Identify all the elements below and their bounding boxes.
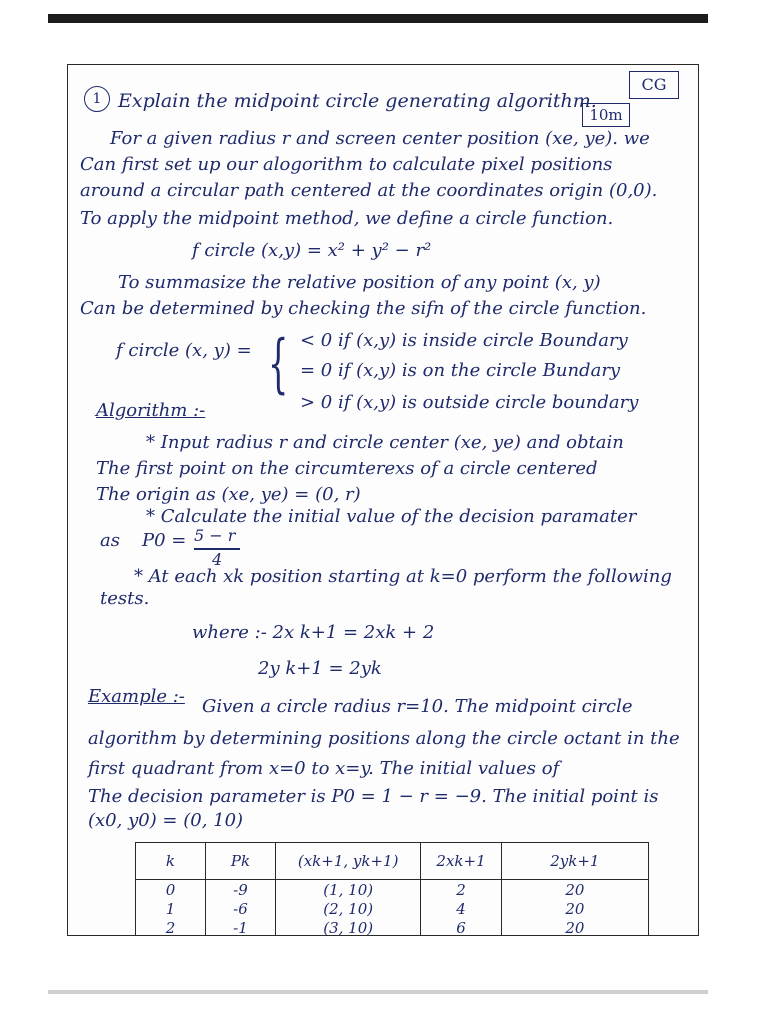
algorithm-step-1-line-1: * Input radius r and circle center (xe, ye) and obtain	[146, 432, 624, 453]
col-2y: 2yk+1	[501, 843, 648, 880]
intro-line-4: To apply the midpoint method, we define a circle function.	[80, 208, 614, 229]
intro-line-1: For a given radius r and screen center position (xe, ye). we	[110, 128, 650, 149]
example-heading: Example :-	[88, 686, 185, 707]
table-row	[136, 918, 649, 936]
intro-line-2: Can first set up our alogorithm to calculate pixel positions	[80, 154, 613, 175]
question-title: Explain the midpoint circle generating algorithm.	[118, 90, 597, 112]
cell-2y: 20	[501, 880, 648, 900]
update-equation-x: where :- 2x k+1 = 2xk + 2	[192, 622, 435, 643]
algorithm-step-2-prefix: as	[100, 530, 120, 551]
cell-2x: 6	[421, 918, 501, 936]
fraction-numerator: 5 − r	[194, 526, 236, 545]
question-number: 1	[84, 86, 110, 112]
iteration-table-wrap	[135, 842, 649, 936]
algorithm-step-3-line-1: * At each xk position starting at k=0 perform the following	[134, 566, 672, 587]
iteration-table	[135, 842, 649, 936]
cell-pk: -6	[205, 899, 275, 918]
case-on: = 0 if (x,y) is on the circle Bundary	[300, 360, 621, 381]
fraction-denominator: 4	[212, 550, 223, 569]
case-outside: > 0 if (x,y) is outside circle boundary	[300, 392, 639, 413]
algorithm-heading: Algorithm :-	[96, 400, 206, 421]
update-equation-y: 2y k+1 = 2yk	[258, 658, 382, 679]
cell-pk: -1	[205, 918, 275, 936]
col-k: k	[136, 843, 206, 880]
circle-function-lhs: f circle (x, y) =	[116, 340, 252, 361]
col-next-point: (xk+1, yk+1)	[276, 843, 421, 880]
bottom-edge-bar	[48, 990, 708, 994]
case-inside: < 0 if (x,y) is inside circle Boundary	[300, 330, 628, 351]
algorithm-step-2-line-1: * Calculate the initial value of the decision paramater	[146, 506, 637, 527]
summary-line-1: To summasize the relative position of any point (x, y)	[118, 272, 601, 293]
example-line-5: (x0, y0) = (0, 10)	[88, 810, 244, 831]
algorithm-step-1-line-2: The first point on the circumterexs of a circle centered	[96, 458, 598, 479]
example-line-4: The decision parameter is P0 = 1 − r = −9. The initial point is	[88, 786, 659, 807]
cell-k: 1	[136, 899, 206, 918]
algorithm-step-1-line-3: The origin as (xe, ye) = (0, r)	[96, 484, 361, 505]
example-line-2: algorithm by determining positions along the circle octant in the	[88, 728, 680, 749]
cell-next-point: (1, 10)	[276, 880, 421, 900]
cell-2y: 20	[501, 918, 648, 936]
initial-decision-lhs: P0 =	[142, 530, 187, 551]
example-line-1: Given a circle radius r=10. The midpoint circle	[202, 696, 633, 717]
cell-2x: 2	[421, 880, 501, 900]
marks-box: 10m	[582, 103, 630, 127]
top-edge-bar	[48, 14, 708, 23]
cell-k: 0	[136, 880, 206, 900]
cell-k: 2	[136, 918, 206, 936]
cell-next-point: (2, 10)	[276, 899, 421, 918]
subject-tag: CG	[629, 71, 679, 99]
summary-line-2: Can be determined by checking the sifn of the circle function.	[80, 298, 647, 319]
col-2x: 2xk+1	[421, 843, 501, 880]
cell-2x: 4	[421, 899, 501, 918]
example-line-3: first quadrant from x=0 to x=y. The initial values of	[88, 758, 560, 779]
cell-2y: 20	[501, 899, 648, 918]
table-row	[136, 880, 649, 900]
col-pk: Pk	[205, 843, 275, 880]
algorithm-step-3-line-2: tests.	[100, 588, 150, 609]
table-header-row	[136, 843, 649, 880]
table-row	[136, 899, 649, 918]
cases-brace: {	[268, 327, 289, 401]
cell-next-point: (3, 10)	[276, 918, 421, 936]
cell-pk: -9	[205, 880, 275, 900]
circle-function-definition: f circle (x,y) = x² + y² − r²	[192, 240, 432, 261]
intro-line-3: around a circular path centered at the coordinates origin (0,0).	[80, 180, 658, 201]
